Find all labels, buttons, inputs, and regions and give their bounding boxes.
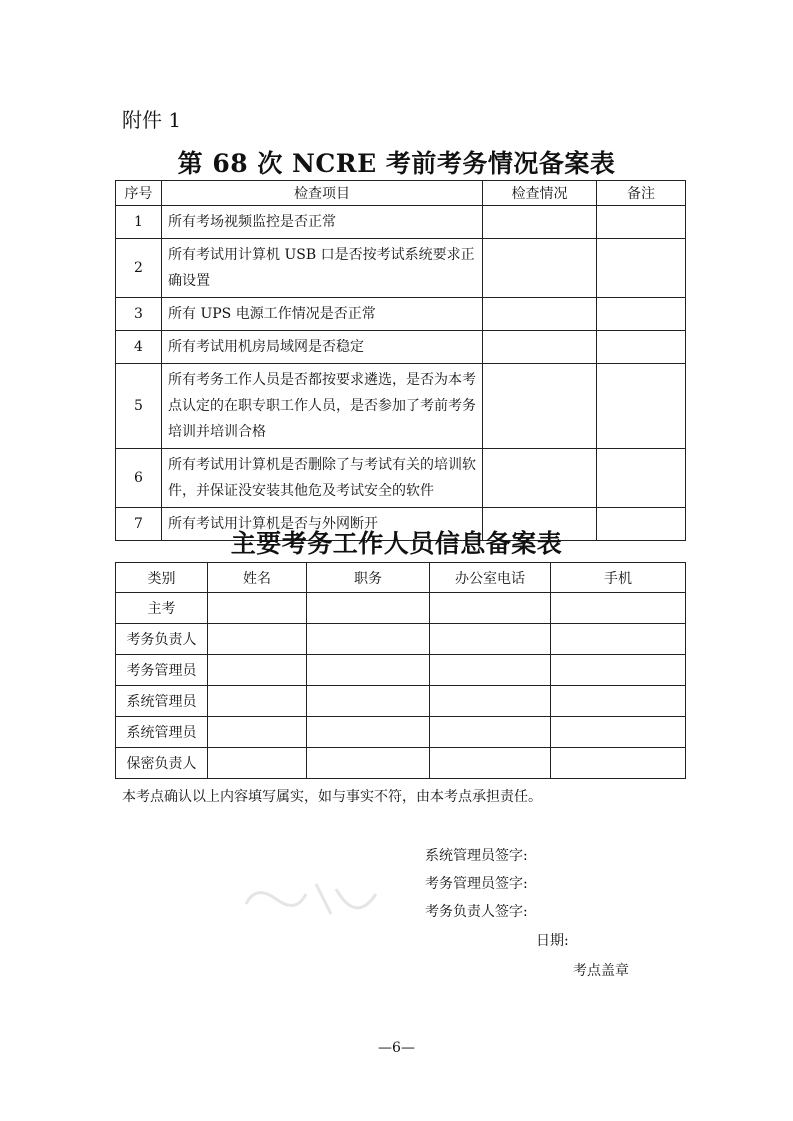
table-row [116, 624, 686, 655]
row-number: 2 [116, 239, 162, 298]
position-cell[interactable] [307, 655, 430, 686]
column-header: 备注 [597, 181, 686, 206]
mobile-cell[interactable] [551, 686, 686, 717]
position-cell[interactable] [307, 748, 430, 779]
mobile-cell[interactable] [551, 717, 686, 748]
check-status-cell[interactable] [483, 331, 597, 364]
table-row [116, 331, 686, 364]
check-status-cell[interactable] [483, 206, 597, 239]
position-cell[interactable] [307, 717, 430, 748]
check-item: 所有考试用机房局域网是否稳定 [162, 331, 483, 364]
table-row [116, 206, 686, 239]
date-label: 日期: [536, 933, 569, 949]
inspection-table [115, 180, 686, 541]
role-label: 主考 [116, 593, 208, 624]
office-phone-cell[interactable] [430, 686, 551, 717]
table-row [116, 748, 686, 779]
column-header: 办公室电话 [430, 563, 551, 593]
mobile-cell[interactable] [551, 624, 686, 655]
check-item: 所有考务工作人员是否都按要求遴选，是否为本考点认定的在职专职工作人员，是否参加了考前考务培训并培训合格 [162, 364, 483, 449]
table-row [116, 593, 686, 624]
role-label: 考务管理员 [116, 655, 208, 686]
office-phone-cell[interactable] [430, 624, 551, 655]
check-item: 所有考场视频监控是否正常 [162, 206, 483, 239]
name-cell[interactable] [208, 748, 307, 779]
attachment-label: 附件 1 [122, 108, 182, 132]
faint-seal-mark [236, 864, 386, 934]
remarks-cell[interactable] [597, 298, 686, 331]
row-number: 7 [116, 508, 162, 541]
column-header: 检查情况 [483, 181, 597, 206]
confirmation-statement: 本考点确认以上内容填写属实，如与事实不符，由本考点承担责任。 [122, 789, 542, 805]
row-number: 6 [116, 449, 162, 508]
table-row [116, 655, 686, 686]
role-label: 系统管理员 [116, 717, 208, 748]
check-status-cell[interactable] [483, 449, 597, 508]
table-header-row [116, 563, 686, 593]
row-number: 1 [116, 206, 162, 239]
staff-table [115, 562, 686, 779]
table-row [116, 717, 686, 748]
exammanager-signature-label: 考务负责人签字: [425, 904, 528, 920]
table-row [116, 239, 686, 298]
column-header: 序号 [116, 181, 162, 206]
column-header: 职务 [307, 563, 430, 593]
position-cell[interactable] [307, 686, 430, 717]
remarks-cell[interactable] [597, 331, 686, 364]
role-label: 保密负责人 [116, 748, 208, 779]
row-number: 5 [116, 364, 162, 449]
name-cell[interactable] [208, 717, 307, 748]
position-cell[interactable] [307, 593, 430, 624]
table-row [116, 686, 686, 717]
office-phone-cell[interactable] [430, 593, 551, 624]
name-cell[interactable] [208, 686, 307, 717]
examadmin-signature-label: 考务管理员签字: [425, 876, 528, 892]
check-item: 所有考试用计算机 USB 口是否按考试系统要求正确设置 [162, 239, 483, 298]
name-cell[interactable] [208, 624, 307, 655]
row-number: 3 [116, 298, 162, 331]
check-status-cell[interactable] [483, 298, 597, 331]
office-phone-cell[interactable] [430, 748, 551, 779]
column-header: 手机 [551, 563, 686, 593]
office-phone-cell[interactable] [430, 655, 551, 686]
check-status-cell[interactable] [483, 364, 597, 449]
office-phone-cell[interactable] [430, 717, 551, 748]
column-header: 检查项目 [162, 181, 483, 206]
table-header-row [116, 181, 686, 206]
mobile-cell[interactable] [551, 593, 686, 624]
role-label: 系统管理员 [116, 686, 208, 717]
column-header: 姓名 [208, 563, 307, 593]
table-row [116, 449, 686, 508]
name-cell[interactable] [208, 593, 307, 624]
remarks-cell[interactable] [597, 449, 686, 508]
check-status-cell[interactable] [483, 239, 597, 298]
table-row [116, 364, 686, 449]
column-header: 类别 [116, 563, 208, 593]
seal-label: 考点盖章 [573, 963, 629, 979]
mobile-cell[interactable] [551, 655, 686, 686]
position-cell[interactable] [307, 624, 430, 655]
remarks-cell[interactable] [597, 239, 686, 298]
check-item: 所有考试用计算机是否删除了与考试有关的培训软件，并保证没安装其他危及考试安全的软件 [162, 449, 483, 508]
sysadmin-signature-label: 系统管理员签字: [425, 848, 528, 864]
table-row [116, 298, 686, 331]
name-cell[interactable] [208, 655, 307, 686]
mobile-cell[interactable] [551, 748, 686, 779]
staff-table-title: 主要考务工作人员信息备案表 [230, 529, 563, 558]
remarks-cell[interactable] [597, 364, 686, 449]
check-item: 所有考试用计算机是否与外网断开 [162, 508, 483, 541]
remarks-cell[interactable] [597, 206, 686, 239]
page-title: 第 68 次 NCRE 考前考务情况备案表 [177, 149, 616, 178]
row-number: 4 [116, 331, 162, 364]
page-number: —6— [378, 1040, 415, 1056]
role-label: 考务负责人 [116, 624, 208, 655]
check-item: 所有 UPS 电源工作情况是否正常 [162, 298, 483, 331]
